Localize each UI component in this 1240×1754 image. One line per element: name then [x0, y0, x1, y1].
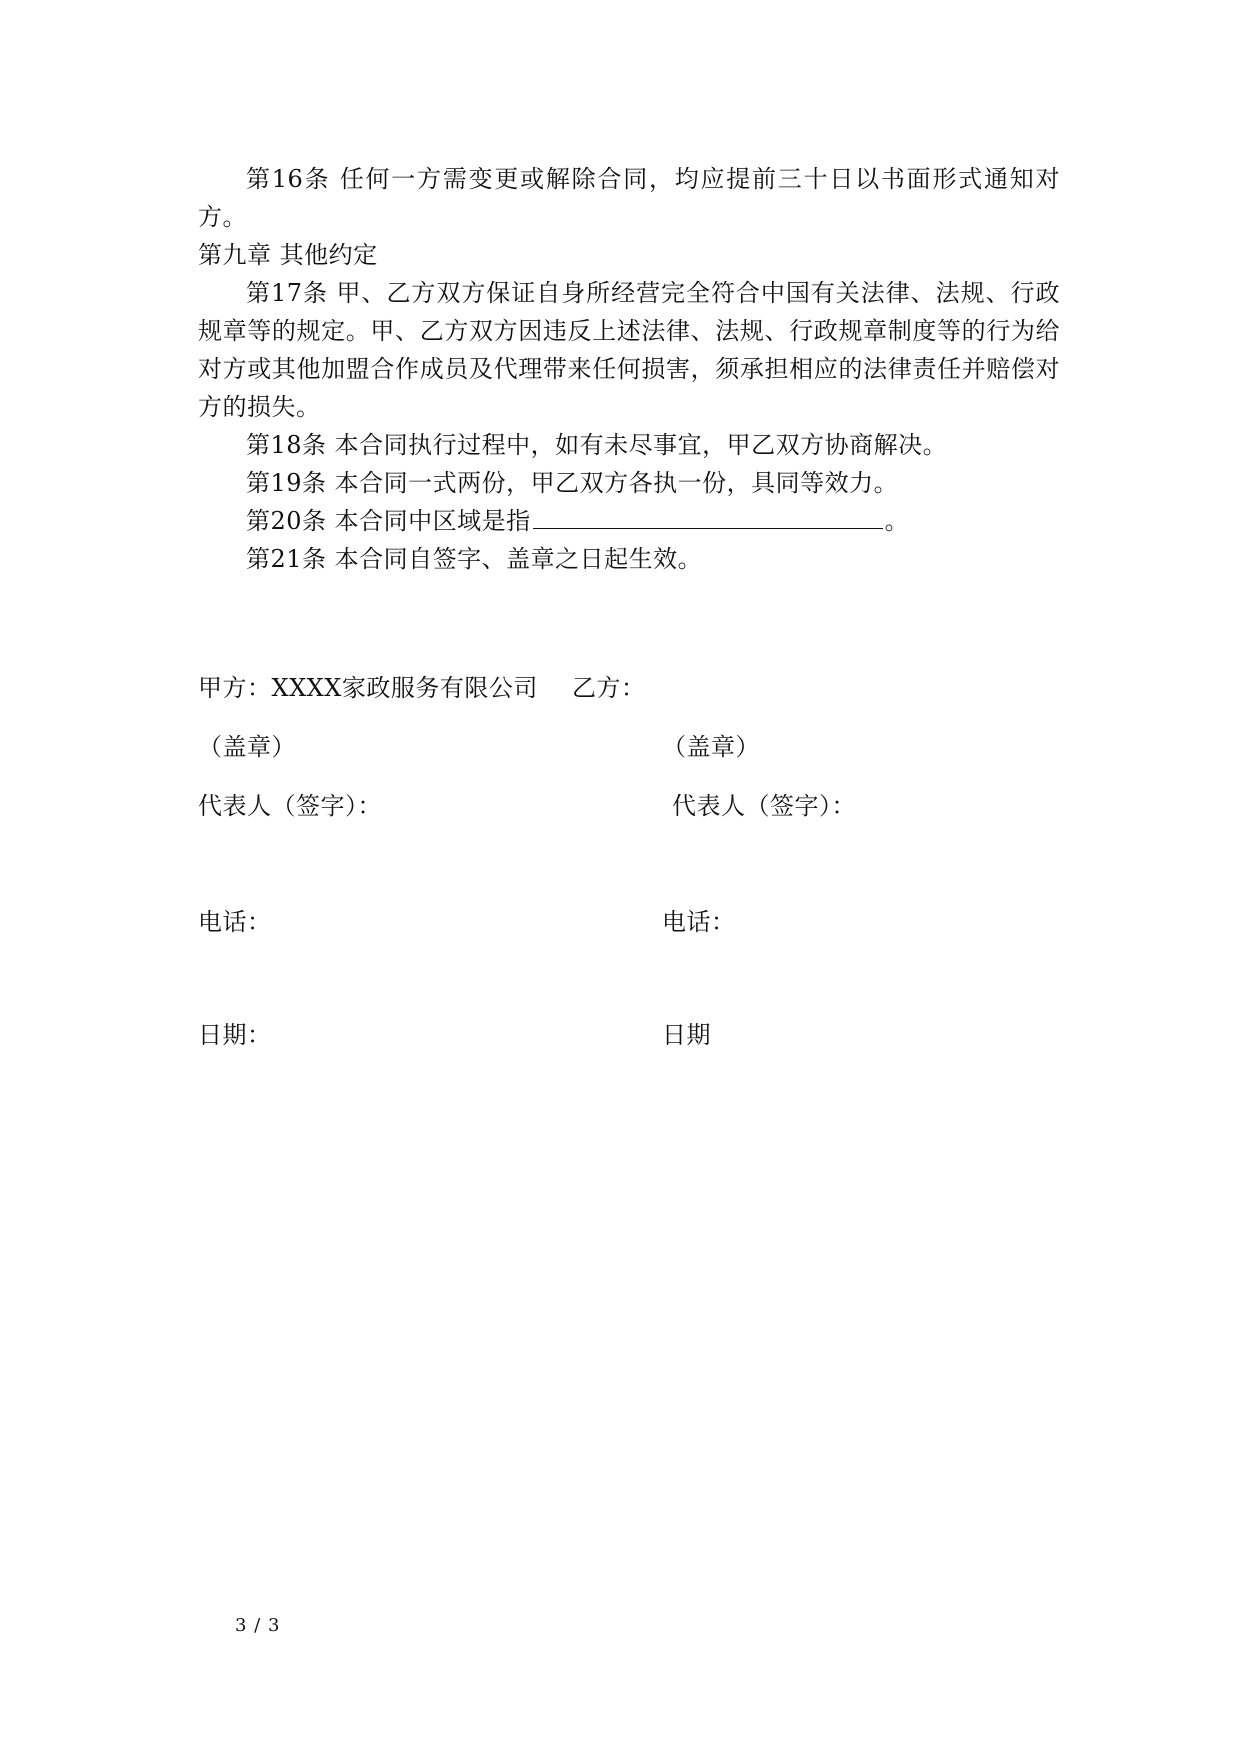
- clause-20-text: 第20条 本合同中区域是指: [246, 507, 531, 535]
- clause-17: 第17条 甲、乙方双方保证自身所经营完全符合中国有关法律、法规、行政规章等的规定。甲、乙方双方因违反上述法律、法规、行政规章制度等的行为给对方或其他加盟合作成员及代理带来任何损害，须承担相应的法律责任并赔偿对方的损失。: [198, 279, 1060, 421]
- party-a-name: 甲方：XXXX家政服务有限公司: [198, 674, 538, 702]
- party-a-phone: 电话：: [198, 908, 272, 936]
- party-b-representative: 代表人（签字）：: [672, 792, 856, 820]
- party-a-date: 日期：: [198, 1021, 272, 1049]
- party-b-name: 乙方：: [572, 674, 646, 702]
- party-b-date: 日期: [662, 1021, 711, 1049]
- chapter-9-heading: 第九章 其他约定: [198, 241, 378, 269]
- party-b-phone: 电话：: [662, 908, 736, 936]
- contract-body: [198, 160, 1060, 578]
- party-a-seal: （盖章）: [198, 733, 296, 761]
- party-b-seal: （盖章）: [662, 733, 760, 761]
- page-number: 3 / 3: [235, 1615, 281, 1636]
- clause-20: [198, 502, 1060, 540]
- clause-19: 第19条 本合同一式两份，甲乙双方各执一份，具同等效力。: [246, 469, 899, 497]
- clause-18: 第18条 本合同执行过程中，如有未尽事宜，甲乙双方协商解决。: [246, 431, 948, 459]
- party-a-representative: 代表人（签字）：: [198, 792, 382, 820]
- clause-20-end: 。: [884, 507, 910, 535]
- clause-16: 第16条 任何一方需变更或解除合同，均应提前三十日以书面形式通知对方。: [198, 165, 1060, 231]
- region-blank-line: [533, 506, 883, 529]
- clause-21: 第21条 本合同自签字、盖章之日起生效。: [246, 545, 703, 573]
